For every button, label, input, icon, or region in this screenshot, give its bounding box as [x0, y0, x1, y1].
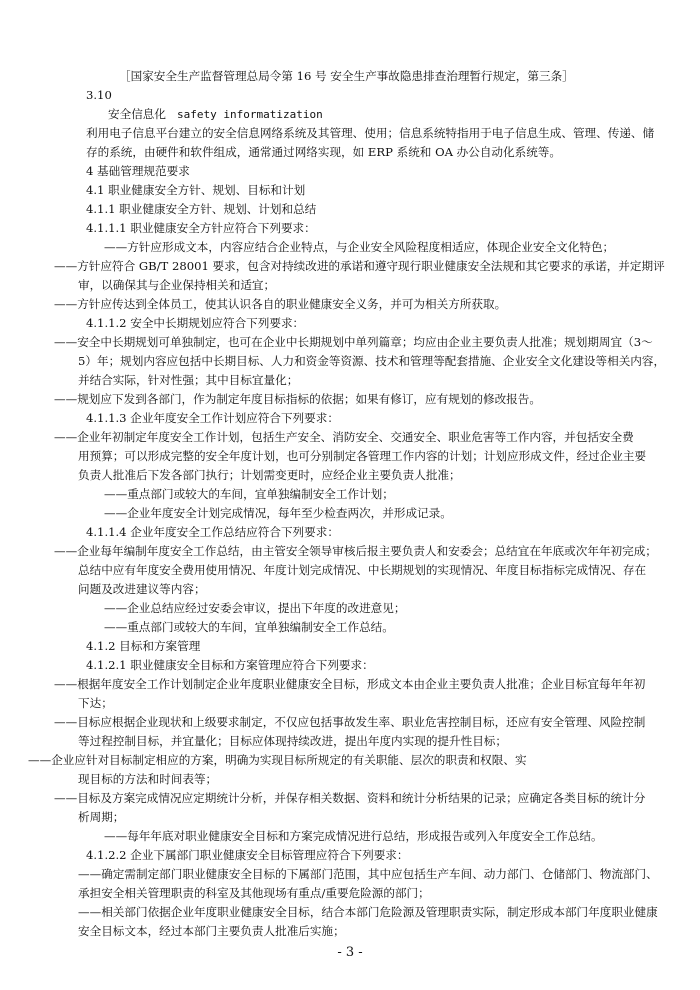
definition-line: 存的系统，由硬件和软件组成，通常通过网络实现，如 ERP 系统和 OA 办公自动化系统等。	[86, 145, 561, 159]
list-item: ——确定需制定部门职业健康安全目标的下属部门范围，其中应包括生产车间、动力部门、仓储部门、物流部门、	[78, 867, 658, 881]
term-heading	[108, 105, 323, 123]
clause-number-3-10: 3.10	[86, 88, 112, 102]
list-item: ——目标及方案完成情况应定期统计分析，并保存相关数据、资料和统计分析结果的记录；应确定各类目标的统计分	[54, 791, 646, 805]
list-item-continuation: 下达；	[78, 696, 113, 710]
definition-line: 利用电子信息平台建立的安全信息网络系统及其管理、使用；信息系统特指用于电子信息生成、管理、传递、储	[86, 126, 655, 140]
list-item: ——目标应根据企业现状和上级要求制定，不仅应包括事故发生率、职业危害控制目标，还应有安全管理、风险控制	[54, 715, 646, 729]
list-item: ——根据年度安全工作计划制定企业年度职业健康安全目标，形成文本由企业主要负责人批准；企业目标宜每年年初	[54, 677, 646, 691]
list-item: ——规划应下发到各部门，作为制定年度目标指标的依据；如果有修订，应有规划的修改报告。	[54, 392, 541, 406]
list-item: ——企业总结应经过安委会审议，提出下年度的改进意见；	[104, 601, 406, 615]
list-item-continuation: 析周期；	[78, 810, 125, 824]
list-item-continuation: 并结合实际，针对性强；其中目标宜量化；	[78, 373, 299, 387]
source-citation: ［国家安全生产监督管理总局令第 16 号 安全生产事故隐患排查治理暂行规定，第三条］	[119, 69, 574, 83]
list-item-continuation: 审，以确保其与企业保持相关和适宜；	[78, 278, 276, 292]
term-en: safety informatization	[177, 108, 323, 121]
section-heading: 4.1 职业健康安全方针、规划、目标和计划	[86, 183, 306, 197]
list-item: ——每年年底对职业健康安全目标和方案完成情况进行总结，形成报告或列入年度安全工作总结。	[104, 829, 603, 843]
list-item: ——企业应针对目标制定相应的方案，明确为实现目标所规定的有关职能、层次的职责和权限、实	[28, 753, 527, 767]
list-item-continuation: 等过程控制目标，并宜量化；目标应体现持续改进，提出年度内实现的提升性目标；	[78, 734, 507, 748]
list-item: ——企业年初制定年度安全工作计划，包括生产安全、消防安全、交通安全、职业危害等工作内容，并包括安全费	[54, 430, 634, 444]
list-item: ——企业年度安全计划完成情况，每年至少检查两次，并形成记录。	[104, 506, 452, 520]
list-item-continuation: 安全目标文本，经过本部门主要负责人批准后实施；	[78, 924, 345, 938]
list-item-continuation: 负责人批准后下发各部门执行；计划需变更时，应经企业主要负责人批准；	[78, 468, 461, 482]
list-item: ——安全中长期规划可单独制定，也可在企业中长期规划中单列篇章；均应由企业主要负责人批准；规划期周宜（3～	[54, 335, 653, 349]
list-item-continuation: 承担安全相关管理职责的科室及其他现场有重点/重要危险源的部门；	[78, 886, 430, 900]
clause-heading: 4.1.1.3 企业年度安全工作计划应符合下列要求：	[86, 411, 339, 425]
clause-heading: 4.1.1.1 职业健康安全方针应符合下列要求：	[86, 221, 316, 235]
term-cn: 安全信息化	[108, 107, 166, 121]
list-item: ——重点部门或较大的车间，宜单独编制安全工作总结。	[104, 620, 394, 634]
section-heading: 4 基础管理规范要求	[86, 164, 190, 178]
list-item: ——方针应传达到全体员工，使其认识各自的职业健康安全义务，并可为相关方所获取。	[54, 297, 507, 311]
clause-heading: 4.1.2.1 职业健康安全目标和方案管理应符合下列要求：	[86, 658, 374, 672]
section-heading: 4.1.1 职业健康安全方针、规划、计划和总结	[86, 202, 317, 216]
list-item: ——方针应形成文本，内容应结合企业特点，与企业安全风险程度相适应，体现企业安全文化特色；	[104, 240, 615, 254]
clause-heading: 4.1.2.2 企业下属部门职业健康安全目标管理应符合下列要求：	[86, 848, 409, 862]
list-item-continuation: 现目标的方法和时间表等；	[78, 772, 218, 786]
list-item: ——重点部门或较大的车间，宜单独编制安全工作计划；	[104, 487, 394, 501]
list-item-continuation: 5）年；规划内容应包括中长期目标、人力和资金等资源、技术和管理等配套措施、企业安全文化建设等相关内容，	[78, 354, 666, 368]
list-item: ——方针应符合 GB/T 28001 要求，包含对持续改进的承诺和遵守现行职业健康安全法规和其它要求的承诺，并定期评	[54, 259, 665, 273]
page-number: - 3 -	[337, 945, 363, 960]
list-item: ——相关部门依据企业年度职业健康安全目标，结合本部门危险源及管理职责实际，制定形成本部门年度职业健康	[78, 905, 658, 919]
list-item-continuation: 用预算；可以形成完整的安全年度计划，也可分别制定各管理工作内容的计划；计划应形成文件，经过企业主要	[78, 449, 647, 463]
section-heading: 4.1.2 目标和方案管理	[86, 639, 201, 653]
list-item-continuation: 总结中应有年度安全费用使用情况、年度计划完成情况、中长期规划的实现情况、年度目标指标完成情况、存在	[78, 563, 647, 577]
clause-heading: 4.1.1.4 企业年度安全工作总结应符合下列要求：	[86, 525, 339, 539]
list-item-continuation: 问题及改进建议等内容；	[78, 582, 206, 596]
clause-heading: 4.1.1.2 安全中长期规划应符合下列要求：	[86, 316, 305, 330]
list-item: ——企业每年编制年度安全工作总结，由主管安全领导审核后报主要负责人和安委会；总结宜在年底或次年年初完成；	[54, 544, 657, 558]
